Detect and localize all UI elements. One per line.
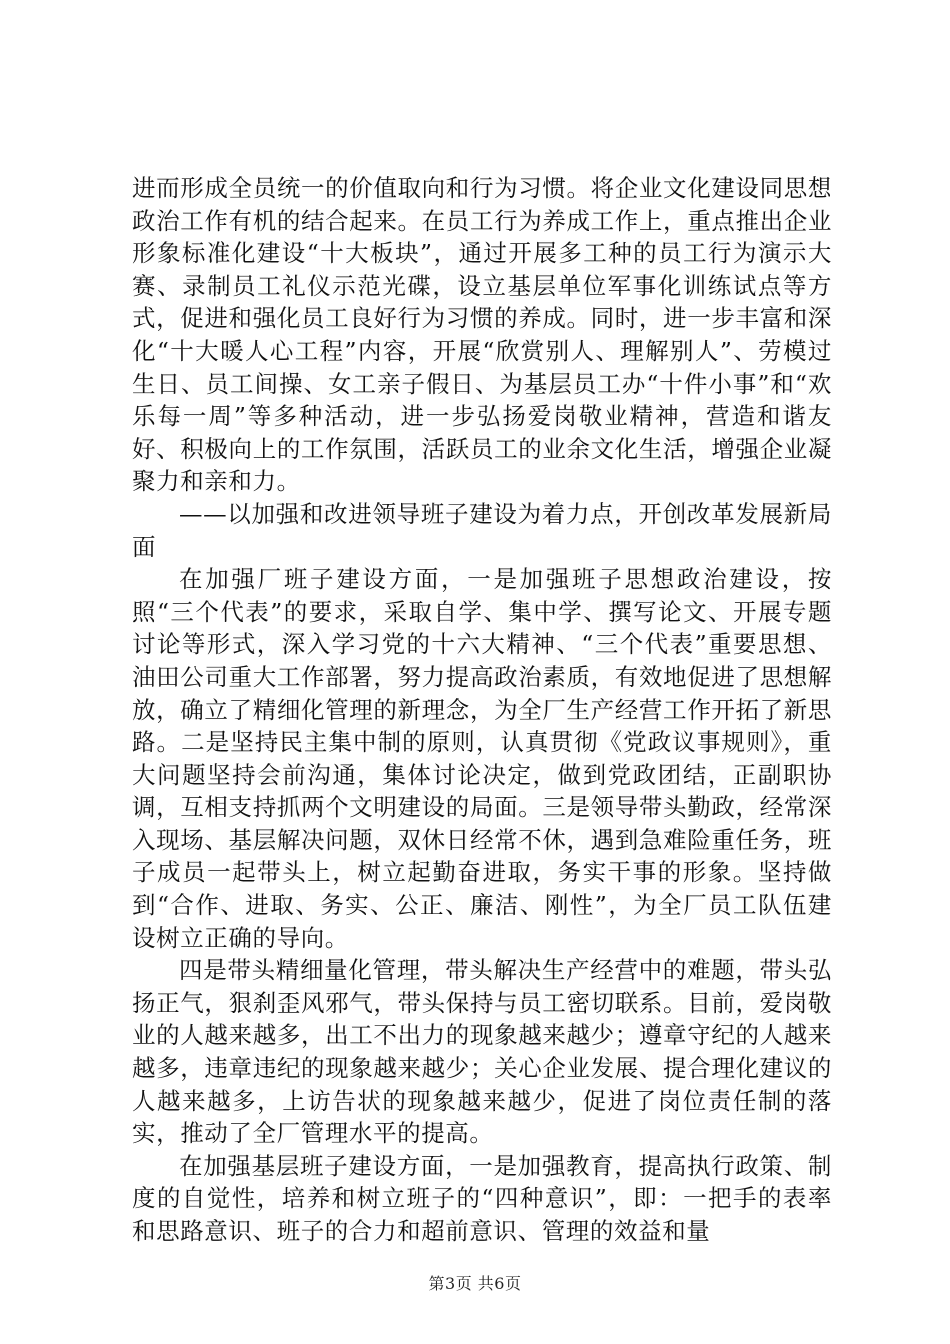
section-heading: ——以加强和改进领导班子建设为着力点，开创改革发展新局面 xyxy=(132,499,832,561)
paragraph-3: 四是带头精细量化管理，带头解决生产经营中的难题，带头弘扬正气，狠刹歪风邪气，带头保持与员工密切联系。目前，爱岗敬业的人越来越多，出工不出力的现象越来越少；遵章守纪的人越来越多，违章违纪的现象越来越少；关心企业发展、提合理化建议的人越来越多，上访告状的现象越来越少，促进了岗位责任制的落实，推动了全厂管理水平的提高。 xyxy=(132,956,832,1148)
paragraph-1: 进而形成全员统一的价值取向和行为习惯。将企业文化建设同思想政治工作有机的结合起来。在员工行为养成工作上，重点推出企业形象标准化建设“十大板块”，通过开展多工种的员工行为演示大赛、录制员工礼仪示范光碟，设立基层单位军事化训练试点等方式，促进和强化员工良好行为习惯的养成。同时，进一步丰富和深化“十大暖人心工程”内容，开展“欣赏别人、理解别人”、劳模过生日、员工间操、女工亲子假日、为基层员工办“十件小事”和“欢乐每一周”等多种活动，进一步弘扬爱岗敬业精神，营造和谐友好、积极向上的工作氛围，活跃员工的业余文化生活，增强企业凝聚力和亲和力。 xyxy=(132,174,832,496)
paragraph-4: 在加强基层班子建设方面，一是加强教育，提高执行政策、制度的自觉性，培养和树立班子的“四种意识”，即：一把手的表率和思路意识、班子的合力和超前意识、管理的效益和量 xyxy=(132,1151,832,1245)
page-footer: 第3页 共6页 xyxy=(428,1274,522,1293)
paragraph-2: 在加强厂班子建设方面，一是加强班子思想政治建设，按照“三个代表”的要求，采取自学、集中学、撰写论文、开展专题讨论等形式，深入学习党的十六大精神、“三个代表”重要思想、油田公司重大工作部署，努力提高政治素质，有效地促进了思想解放，确立了精细化管理的新理念，为全厂生产经营工作开拓了新思路。二是坚持民主集中制的原则，认真贯彻《党政议事规则》，重大问题坚持会前沟通，集体讨论决定，做到党政团结，正副职协调，互相支持抓两个文明建设的局面。三是领导带头勤政，经常深入现场、基层解决问题，双休日经常不休，遇到急难险重任务，班子成员一起带头上，树立起勤奋进取，务实干事的形象。坚持做到“合作、进取、务实、公正、廉洁、刚性”，为全厂员工队伍建设树立正确的导向。 xyxy=(132,565,832,952)
document-body xyxy=(132,172,832,1248)
